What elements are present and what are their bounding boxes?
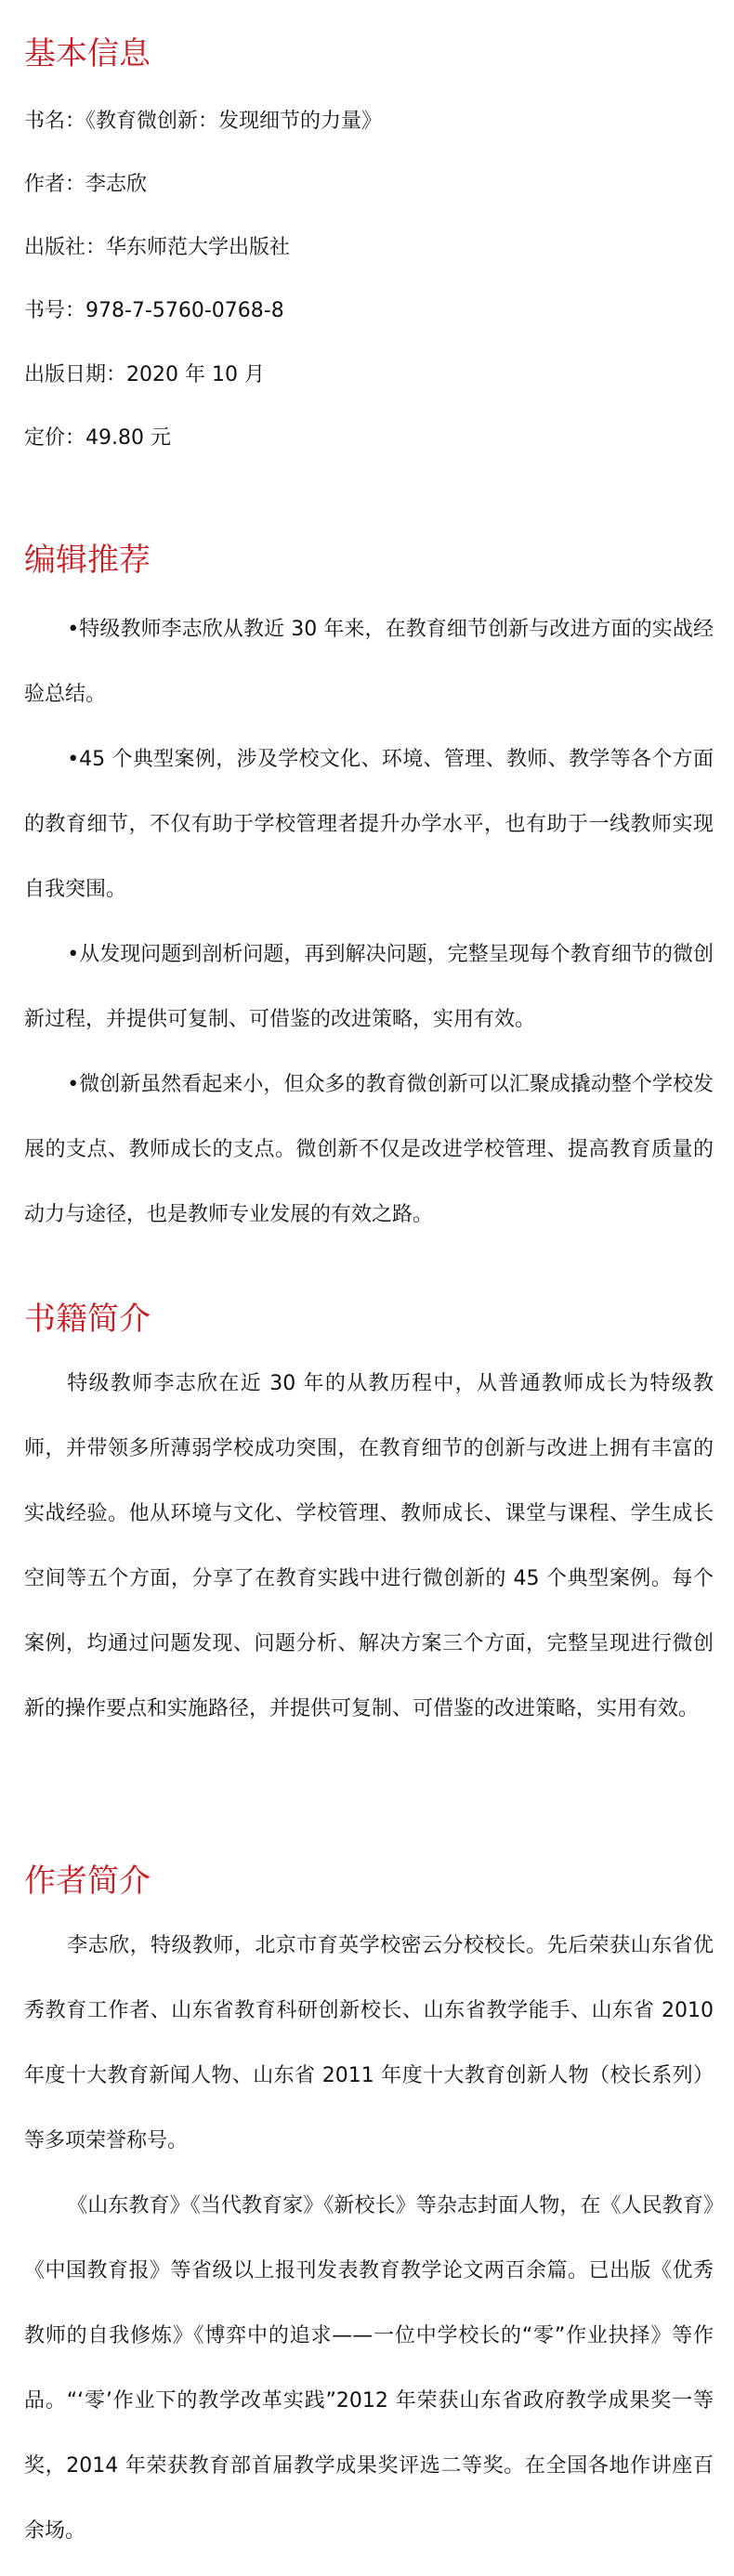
book-intro-paragraph: 特级教师李志欣在近 30 年的从教历程中，从普通教师成长为特级教师，并带领多所薄弱学校成功突围，在教育细节的创新与改进上拥有丰富的实战经验。他从环境与文化、学校管理、教师成长、课堂与课程、学生成长空间等五个方面，分享了在教育实践中进行微创新的 45 个典型案例。每个案例，均通过问题发现、问题分析、解决方案三个方面，完整呈现进行微创新的操作要点和实施路径，并提供可复制、可借鉴的改进策略，实用有效。 (24, 1372, 714, 1720)
editor-recommendation-heading: 编辑推荐 (24, 542, 151, 579)
publish-date-line: 出版日期：2020 年 10 月 (24, 363, 265, 386)
editor-point-1: •特级教师李志欣从教近 30 年来，在教育细节创新与改进方面的实战经验总结。 (24, 618, 714, 706)
book-intro-body (24, 1352, 714, 1742)
book-title-line: 书名：《教育微创新：发现细节的力量》 (24, 110, 383, 133)
author-line: 作者：李志欣 (24, 173, 148, 196)
isbn-line: 书号：978-7-5760-0768-8 (24, 299, 284, 322)
editor-point-4: •微创新虽然看起来小，但众多的教育微创新可以汇聚成撬动整个学校发展的支点、教师成长的支点。微创新不仅是改进学校管理、提高教育质量的动力与途径，也是教师专业发展的有效之路。 (24, 1073, 714, 1226)
editor-point-2: •45 个典型案例，涉及学校文化、环境、管理、教师、教学等各个方面的教育细节，不仅有助于学校管理者提升办学水平，也有助于一线教师实现自我突围。 (24, 748, 714, 901)
book-intro-heading: 书籍简介 (24, 1301, 151, 1338)
basic-info-heading: 基本信息 (24, 35, 151, 72)
author-intro-body (24, 1914, 714, 2564)
author-intro-paragraph-1: 李志欣，特级教师，北京市育英学校密云分校校长。先后荣获山东省优秀教育工作者、山东省教育科研创新校长、山东省教学能手、山东省 2010 年度十大教育新闻人物、山东省 2011 年度十大教育创新人物（校长系列）等多项荣誉称号。 (24, 1934, 714, 2152)
author-intro-paragraph-2: 《山东教育》《当代教育家》《新校长》等杂志封面人物，在《人民教育》《中国教育报》等省级以上报刊发表教育教学论文两百余篇。已出版《优秀教师的自我修炼》《博弈中的追求——一位中学校长的“零”作业抉择》等作品。“‘零’作业下的教学改革实践”2012 年荣获山东省政府教学成果奖一等奖，2014 年荣获教育部首届教学成果奖评选二等奖。在全国各地作讲座百余场。 (24, 2194, 714, 2543)
price-line: 定价：49.80 元 (24, 426, 171, 450)
editor-recommendation-body (24, 597, 714, 1248)
publisher-line: 出版社：华东师范大学出版社 (24, 236, 291, 259)
author-intro-heading: 作者简介 (24, 1863, 151, 1900)
editor-point-3: •从发现问题到剖析问题，再到解决问题，完整呈现每个教育细节的微创新过程，并提供可复制、可借鉴的改进策略，实用有效。 (24, 943, 714, 1031)
